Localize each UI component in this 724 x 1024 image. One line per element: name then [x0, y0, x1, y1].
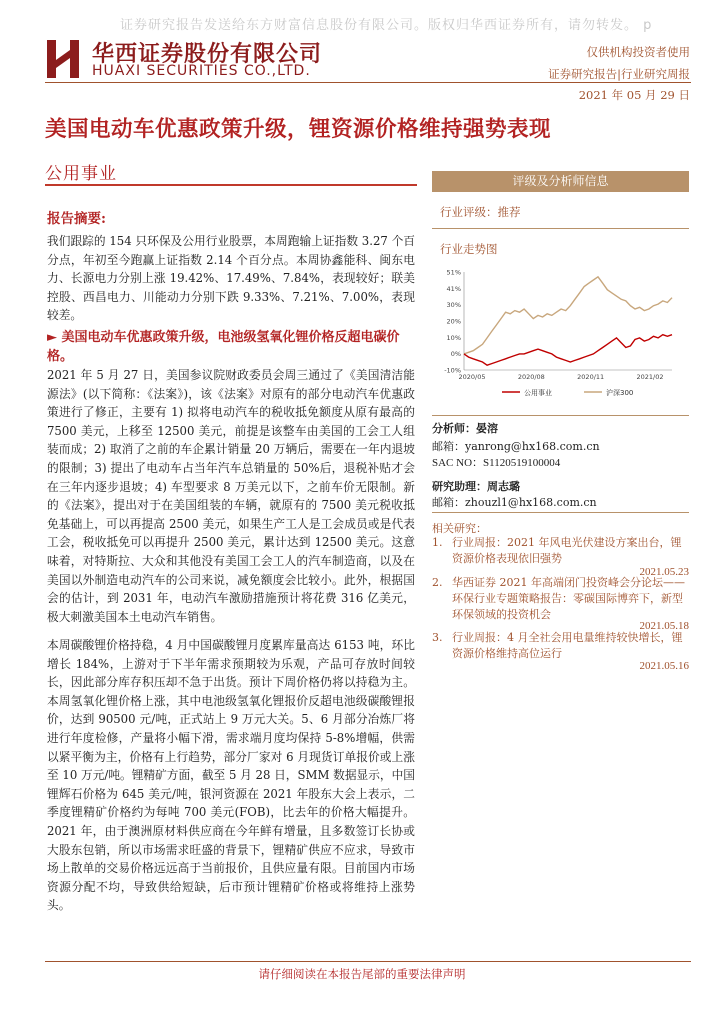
- chart-y-tick-label: 30%: [446, 301, 461, 310]
- chart-legend-label: 公用事业: [524, 389, 552, 397]
- related-item-date: 2021.05.23: [639, 566, 689, 578]
- assistant-email: 邮箱：zhouzl1@hx168.com.cn: [432, 496, 597, 509]
- related-item-text[interactable]: 华西证券 2021 年高端闭门投资峰会分论坛——环保行业专题策略报告：零碳国际博弈下，新型环保领域的投资机会: [452, 576, 685, 621]
- rating-divider: [432, 228, 689, 229]
- header-divider: [45, 82, 691, 83]
- summary-subheading: ► 美国电动车优惠政策升级，电池级氢氧化锂价格反超电碳价格。: [47, 330, 400, 364]
- analyst-name: 分析师：晏溶: [432, 422, 498, 435]
- related-research-heading: 相关研究：: [432, 522, 487, 535]
- related-item-date: 2021.05.16: [639, 660, 689, 672]
- industry-rating: 行业评级：推荐: [440, 205, 521, 219]
- chart-x-tick-label: 2020/05: [458, 373, 486, 381]
- chart-y-tick-label: 51%: [446, 268, 461, 277]
- chart-y-tick-label: -10%: [444, 366, 461, 375]
- summary-paragraph-3: 本周碳酸锂价格持稳，4 月中国碳酸锂月度累库量高达 6153 吨，环比增长 184%，上游对于下半年需求预期较为乐观，产品可存放时间较长，因此部分库存积压却不急于出货。预计下周价格仍将以持稳为主。本周氢氧化锂价格上涨，其中电池级氢氧化锂报价反超电池级碳酸锂报价，达到 90500 元/吨，正式站上 9 万元大关。5、6 月部分冶炼厂将进行年度检修，产量将小幅下滑，需求端月度均保持 5-8%增幅，供需以紧平衡为主，价格有上行趋势，部分厂家对 6 月现货订单报价或上涨至 10 万元/吨。锂精矿方面，截至 5 月 28 日，SMM 数据显示，中国锂辉石价格为 645 美元/吨，银河资源在 2021 年股东大会上表示，二季度锂精矿价格约为每吨 700 美元(FOB)，比去年的价格大幅提升。2021 年，由于澳洲原材料供应商在今年鲜有增量，且多数签订长协或大股东包销，所以市场需求旺盛的背景下，锂精矿供应不应求，导致市场上散单的交易价格远远高于当前报价，且供应量有限。目前国内市场资源分配不均，导致供给短缺，后市预计锂精矿价格或将维持上涨势头。: [47, 638, 415, 913]
- summary-paragraph-1: 我们跟踪的 154 只环保及公用行业股票，本周跑输上证指数 3.27 个百分点，年初至今跑赢上证指数 2.14 个百分点。本周协鑫能科、闽东电力、长源电力分别上涨 19.42%、17.49%、7.84%，表现较好；联美控股、西昌电力、川能动力分别下跌 9.33%、7.21%、7.00%，表现较差。: [47, 234, 415, 323]
- huaxi-logo-icon: [45, 38, 81, 80]
- report-title: 美国电动车优惠政策升级，锂资源价格维持强势表现: [45, 117, 552, 142]
- related-item-date: 2021.05.18: [639, 620, 689, 632]
- brand-name-cn: 华西证券股份有限公司: [92, 42, 323, 67]
- analyst-email: 邮箱：yanrong@hx168.com.cn: [432, 440, 600, 453]
- chart-y-tick-label: 20%: [446, 317, 461, 326]
- analyst-sac-no: SAC NO：S1120519100004: [432, 457, 561, 469]
- related-item-num: 3.: [432, 631, 443, 644]
- chart-x-tick-label: 2020/11: [577, 373, 605, 381]
- industry-name: 公用事业: [45, 164, 117, 184]
- report-type: 证券研究报告|行业研究周报: [548, 67, 690, 81]
- chart-y-tick-label: 41%: [446, 284, 461, 293]
- related-item-text[interactable]: 行业周报：2021 年风电光伏建设方案出台，锂资源价格表现依旧强势: [452, 536, 682, 565]
- summary-paragraph-2: 2021 年 5 月 27 日，美国参议院财政委员会周三通过了《美国清洁能源法》(以下简称：《法案》)，该《法案》对原有的部分电动汽车优惠政策进行了修正，主要有 1) 拟将电动汽车的税收抵免额度从原有最高的 7500 美元，上移至 12500 美元，前提是该整车由美国的工会工人组装而成；2) 取消了之前的车企累计销量 20 万辆后，需要在一年内退坡的限制；3) 提出了电动车占当年汽车总销量的 50%后，退税补贴才会在三年内逐步退坡；4) 车型要求 8 万美元以下，之前车价无限制。新的《法案》，提出对于在美国组装的车辆，就原有的 7500 美元税收抵免基础上，可以再提高 2500 美元，如果生产工人是工会成员或是代表工会，税收抵免可以再提升 2500 美元，累计达到 12500 美元。这意味着，对特斯拉、大众和其他没有美国工会工人的汽车制造商，以及在美国以外制造电动汽车的公司来说，减免额度会比较小。此外，根据国会的估计，到 2031 年，电动汽车激励措施预计将花费 316 亿美元，极大刺激美国本土电动汽车销售。: [47, 368, 415, 624]
- assistant-name: 研究助理：周志璐: [432, 480, 520, 493]
- chart-series-line-utilities: [464, 335, 672, 366]
- report-date: 2021 年 05 月 29 日: [578, 88, 690, 102]
- summary-heading: 报告摘要:: [47, 211, 106, 227]
- chart-x-tick-label: 2020/08: [517, 373, 545, 381]
- industry-trend-chart: [432, 266, 689, 406]
- brand-name-en: HUAXI SECURITIES CO.,LTD.: [92, 63, 311, 79]
- footer-divider: [45, 961, 691, 962]
- chart-y-tick-label: 0%: [450, 350, 461, 359]
- chart-legend-label: 沪深300: [606, 389, 634, 397]
- industry-divider: [45, 184, 417, 186]
- audience-note: 仅供机构投资者使用: [586, 45, 690, 59]
- chart-series-line-csi300: [464, 277, 672, 354]
- analyst-divider-bottom: [432, 512, 689, 513]
- chart-x-tick-label: 2021/02: [636, 373, 664, 381]
- rating-panel-header: 评级及分析师信息: [432, 171, 689, 192]
- watermark: 证券研究报告发送给东方财富信息股份有限公司。版权归华西证券所有，请勿转发。 p: [120, 18, 653, 33]
- legal-footer: 请仔细阅读在本报告尾部的重要法律声明: [258, 967, 466, 981]
- related-item-num: 1.: [432, 536, 443, 549]
- related-item-text[interactable]: 行业周报：4 月全社会用电量维持较快增长，锂资源价格维持高位运行: [452, 631, 683, 660]
- related-item-num: 2.: [432, 576, 443, 589]
- analyst-divider-top: [432, 415, 689, 416]
- trend-chart-label: 行业走势图: [440, 242, 498, 256]
- chart-y-tick-label: 10%: [446, 333, 461, 342]
